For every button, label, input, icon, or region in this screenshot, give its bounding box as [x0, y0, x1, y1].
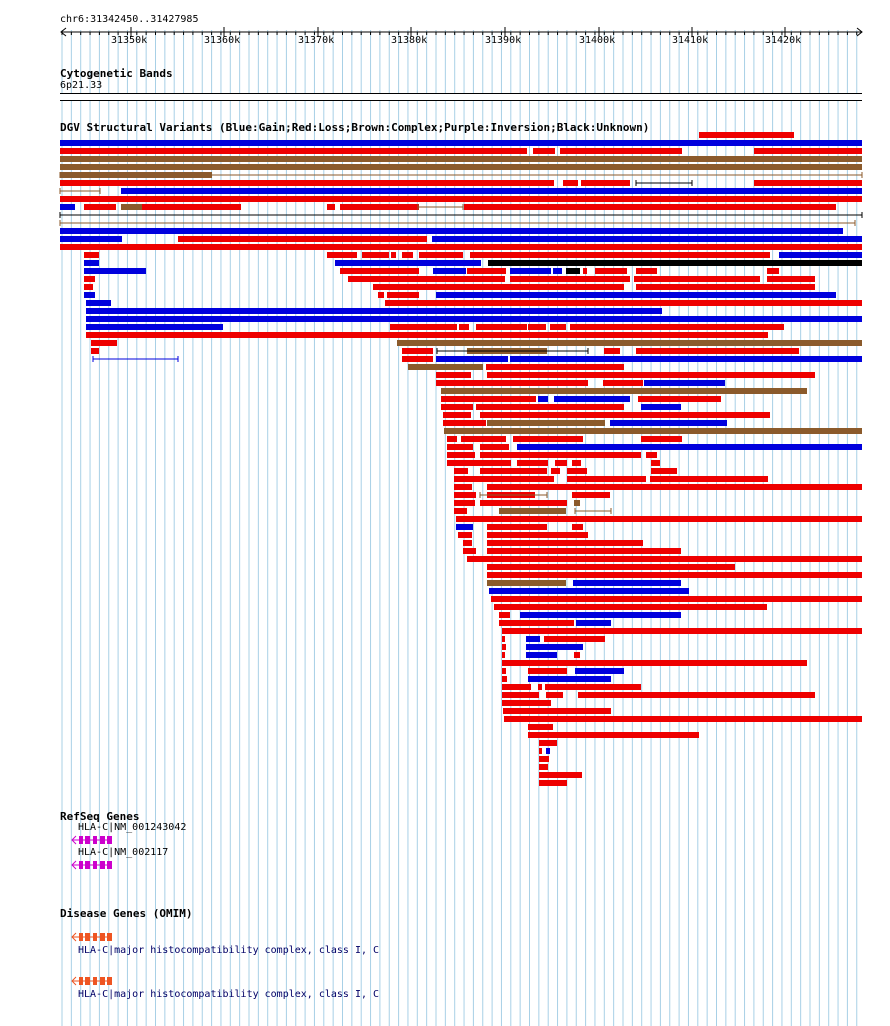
- variant-bar: [502, 692, 539, 698]
- variant-bar: [539, 764, 548, 770]
- variant-bar: [402, 356, 433, 362]
- variant-bar: [487, 484, 862, 490]
- variant-bar: [538, 684, 542, 690]
- omim-gene-label-2[interactable]: HLA-C|major histocompatibility complex, class I, C: [78, 989, 380, 1000]
- variant-bar: [502, 636, 505, 642]
- variant-bar: [570, 324, 784, 330]
- variant-bar: [767, 268, 779, 274]
- variant-bar: [60, 140, 862, 146]
- variant-bar: [86, 316, 862, 322]
- variant-bar: [538, 396, 548, 402]
- variant-bar: [566, 268, 580, 274]
- variant-bar: [60, 228, 843, 234]
- variant-bar: [502, 660, 807, 666]
- variant-bar: [634, 276, 760, 282]
- refseq-gene-label-2[interactable]: HLA-C|NM_002117: [78, 847, 169, 858]
- variant-bar: [480, 444, 509, 450]
- variant-bar: [402, 252, 413, 258]
- variant-bar: [487, 524, 547, 530]
- variant-bar: [91, 340, 117, 346]
- variant-bar: [545, 684, 641, 690]
- variant-bar: [86, 308, 662, 314]
- variant-bar: [767, 276, 815, 282]
- variant-bar: [572, 492, 610, 498]
- variant-bar: [467, 268, 506, 274]
- variant-bar: [699, 132, 794, 138]
- variant-bar: [567, 476, 646, 482]
- ruler-tick-label: 31420k: [765, 35, 802, 46]
- variant-bar: [476, 324, 527, 330]
- variant-bar: [546, 692, 563, 698]
- cyto-title: Cytogenetic Bands: [60, 67, 173, 80]
- variant-bar: [528, 668, 567, 674]
- variant-bar: [436, 380, 588, 386]
- variant-bar: [441, 396, 536, 402]
- variant-bar: [84, 268, 146, 274]
- variant-bar: [86, 300, 111, 306]
- variant-bar: [340, 204, 419, 210]
- variant-bar: [544, 636, 605, 642]
- omim-gene-glyph-1[interactable]: [70, 931, 120, 943]
- variant-bar: [503, 708, 611, 714]
- variant-bar: [604, 348, 620, 354]
- variant-bar: [436, 292, 836, 298]
- variant-bar: [60, 204, 75, 210]
- variant-bar: [636, 348, 799, 354]
- dgv-title: DGV Structural Variants (Blue:Gain;Red:Loss;Brown:Complex;Purple:Inversion;Black:Unknown): [60, 121, 650, 134]
- variant-bar: [502, 700, 551, 706]
- variant-bar: [526, 636, 540, 642]
- variant-bar: [646, 452, 657, 458]
- variant-bar: [84, 292, 95, 298]
- ruler-tick-label: 31350k: [111, 35, 148, 46]
- variant-bar: [636, 284, 815, 290]
- variant-bar: [539, 740, 557, 746]
- variant-bar: [563, 180, 578, 186]
- variant-bar: [456, 516, 862, 522]
- variant-bar: [373, 284, 624, 290]
- variant-bar: [551, 468, 560, 474]
- variant-bar: [60, 148, 527, 154]
- variant-bar: [520, 612, 681, 618]
- variant-bar: [444, 428, 862, 434]
- variant-bar: [480, 500, 567, 506]
- variant-bar: [84, 204, 116, 210]
- cyto-band-label: 6p21.33: [60, 80, 103, 91]
- variant-bar: [510, 268, 551, 274]
- variant-bar: [489, 588, 689, 594]
- variant-bar: [554, 396, 630, 402]
- variant-bar: [487, 564, 735, 570]
- variant-bar: [553, 268, 562, 274]
- variant-bar: [433, 268, 466, 274]
- variant-bar: [502, 644, 506, 650]
- variant-bar: [754, 180, 862, 186]
- variant-bar: [480, 468, 547, 474]
- variant-bar: [443, 412, 471, 418]
- variant-bar: [461, 436, 506, 442]
- variant-bar: [397, 340, 862, 346]
- variant-bar: [528, 324, 546, 330]
- variant-bar: [60, 236, 122, 242]
- variant-bar: [576, 620, 611, 626]
- variant-bar: [578, 692, 815, 698]
- variant-bar: [510, 276, 630, 282]
- variant-bar: [650, 476, 768, 482]
- variant-bar: [409, 236, 427, 242]
- variant-bar: [121, 188, 862, 194]
- variant-bar: [499, 612, 510, 618]
- variant-bar: [447, 452, 475, 458]
- variant-bar: [470, 252, 770, 258]
- variant-bar: [487, 532, 588, 538]
- variant-bar: [528, 724, 553, 730]
- ruler-tick-label: 31410k: [672, 35, 709, 46]
- variant-bar: [84, 276, 95, 282]
- ruler-tick-label: 31380k: [391, 35, 428, 46]
- variant-bar: [480, 452, 641, 458]
- variant-bar: [480, 412, 770, 418]
- refseq-gene-glyph-1[interactable]: [70, 834, 120, 846]
- variant-bar: [454, 468, 468, 474]
- refseq-gene-glyph-2[interactable]: [70, 859, 120, 871]
- variant-bar: [638, 396, 721, 402]
- variant-bar: [60, 164, 862, 170]
- variant-bar: [463, 540, 472, 546]
- variant-bar: [502, 676, 507, 682]
- variant-bar: [641, 404, 681, 410]
- variant-bar: [573, 580, 681, 586]
- variant-bar: [60, 180, 554, 186]
- variant-bar: [644, 380, 725, 386]
- ruler-tick-label: 31400k: [579, 35, 616, 46]
- variant-bar: [378, 292, 384, 298]
- variant-bar: [595, 268, 627, 274]
- variant-bar: [436, 372, 471, 378]
- omim-gene-glyph-2[interactable]: [70, 975, 120, 987]
- variant-bar: [567, 468, 587, 474]
- variant-bar: [60, 156, 862, 162]
- variant-bar: [581, 180, 630, 186]
- variant-bar: [390, 324, 457, 330]
- variant-bar: [486, 364, 624, 370]
- variant-bar: [84, 252, 99, 258]
- region-label: chr6:31342450..31427985: [60, 14, 199, 25]
- variant-bar: [387, 292, 419, 298]
- variant-bar: [454, 484, 472, 490]
- variant-bar: [502, 628, 862, 634]
- variant-bar: [441, 404, 473, 410]
- variant-bar: [476, 404, 624, 410]
- variant-bar: [550, 324, 566, 330]
- variant-bar: [510, 356, 862, 362]
- variant-bar: [86, 324, 223, 330]
- variant-bar: [464, 204, 836, 210]
- variant-bar: [651, 460, 660, 466]
- variant-bar: [454, 492, 476, 498]
- variant-bar: [447, 460, 511, 466]
- variant-bar: [487, 580, 566, 586]
- ruler-tick-label: 31360k: [204, 35, 241, 46]
- variant-bar: [574, 652, 580, 658]
- variant-bar: [499, 508, 566, 514]
- variant-bar: [459, 324, 469, 330]
- variant-bar: [441, 388, 807, 394]
- variant-bar: [754, 148, 862, 154]
- variant-bar: [432, 236, 862, 242]
- variant-bar: [408, 364, 483, 370]
- variant-bar: [641, 436, 682, 442]
- variant-bar: [327, 252, 357, 258]
- variant-bar: [517, 460, 548, 466]
- variant-bar: [348, 276, 505, 282]
- variant-bar: [454, 508, 467, 514]
- variant-bar: [488, 260, 862, 266]
- variant-bar: [491, 596, 862, 602]
- variant-bar: [572, 460, 581, 466]
- variant-bar: [502, 652, 505, 658]
- variant-bar: [528, 732, 699, 738]
- variant-bar: [447, 436, 457, 442]
- variant-bar: [513, 436, 583, 442]
- variant-bar: [91, 348, 99, 354]
- ruler-tick-label: 31370k: [298, 35, 335, 46]
- variant-bar: [447, 444, 473, 450]
- variant-bar: [84, 260, 99, 266]
- variant-bar: [467, 556, 862, 562]
- variant-bar: [362, 252, 389, 258]
- ruler-tick-label: 31390k: [485, 35, 522, 46]
- variant-bar: [539, 756, 549, 762]
- variant-bar: [458, 532, 472, 538]
- refseq-gene-label-1[interactable]: HLA-C|NM_001243042: [78, 822, 187, 833]
- variant-bar: [539, 772, 582, 778]
- variant-bar: [142, 204, 241, 210]
- variant-bar: [636, 268, 657, 274]
- variant-bar: [178, 236, 409, 242]
- variant-bar: [487, 420, 605, 426]
- variant-bar: [504, 716, 862, 722]
- refseq-title: RefSeq Genes: [60, 810, 140, 823]
- variant-bar: [340, 268, 419, 274]
- variant-bar: [499, 620, 574, 626]
- variant-bar: [84, 284, 93, 290]
- variant-bar: [526, 644, 583, 650]
- variant-bar: [463, 548, 476, 554]
- variant-bar: [487, 372, 815, 378]
- variant-bar: [454, 476, 554, 482]
- variant-bar: [539, 780, 567, 786]
- variant-bar: [603, 380, 643, 386]
- variant-bar: [539, 748, 542, 754]
- variant-bar: [575, 668, 624, 674]
- omim-gene-label-1[interactable]: HLA-C|major histocompatibility complex, class I, C: [78, 945, 380, 956]
- omim-title: Disease Genes (OMIM): [60, 907, 193, 920]
- variant-bar: [502, 684, 531, 690]
- variant-bar: [502, 668, 506, 674]
- variant-bar: [528, 676, 611, 682]
- variant-bar: [494, 604, 767, 610]
- variant-bar: [546, 748, 550, 754]
- variant-bar: [86, 332, 768, 338]
- variant-bar: [454, 500, 475, 506]
- variant-bar: [456, 524, 473, 530]
- variant-bar: [517, 444, 862, 450]
- variant-bar: [583, 268, 587, 274]
- variant-bar: [526, 652, 557, 658]
- variant-bar: [574, 500, 580, 506]
- variant-bar: [327, 204, 335, 210]
- variant-bar: [436, 356, 508, 362]
- variant-bar: [779, 252, 862, 258]
- variant-bar: [555, 460, 567, 466]
- variant-bar: [610, 420, 727, 426]
- variant-bar: [572, 524, 583, 530]
- variant-bar: [385, 300, 862, 306]
- variant-bar: [60, 244, 862, 250]
- variant-bar: [487, 572, 862, 578]
- variant-bar: [487, 548, 681, 554]
- variant-bar: [402, 348, 433, 354]
- variant-bar: [651, 468, 677, 474]
- variant-bar: [391, 252, 396, 258]
- variant-bar: [560, 148, 682, 154]
- variant-bar: [533, 148, 555, 154]
- variant-bar: [335, 260, 481, 266]
- variant-bar: [443, 420, 486, 426]
- variant-bar: [60, 196, 862, 202]
- variant-bar: [487, 540, 643, 546]
- variant-bar: [419, 252, 463, 258]
- variant-bar: [121, 204, 142, 210]
